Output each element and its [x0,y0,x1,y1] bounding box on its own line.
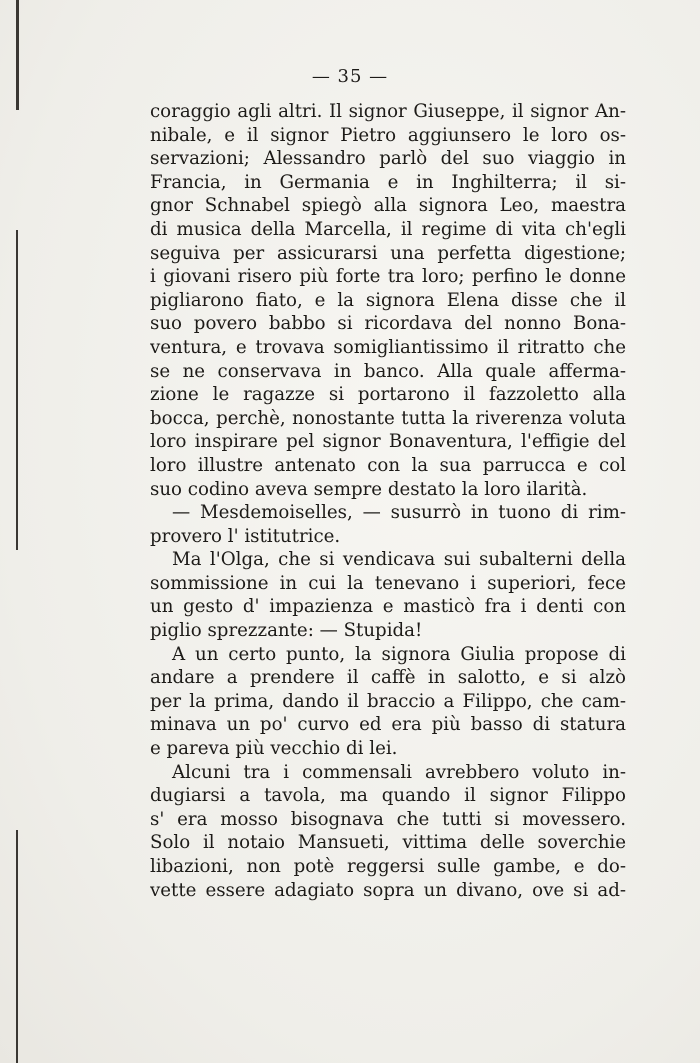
text-line: provero l' istitutrice. [150,525,341,547]
text-line: gnor Schnabel spiegò alla signora Leo, maestra [150,195,626,217]
text-line: ventura, e trovava somigliantissimo il ritratto che [150,336,626,358]
text-line: e pareva più vecchio di lei. [150,738,398,760]
text-line: piglio sprezzante: — Stupida! [150,620,423,642]
text-line: s' era mosso bisognava che tutti si movessero. [150,808,626,830]
text-line: vette essere adagiato sopra un divano, ove si ad- [150,879,626,901]
binding-mark-top [16,0,19,110]
text-line: sommissione in cui la tenevano i superiori, fece [150,572,626,594]
text-line: Ma l'Olga, che si vendicava sui subalterni della [172,549,626,571]
text-line: servazioni; Alessandro parlò del suo viaggio in [150,148,626,170]
text-line: nibale, e il signor Pietro aggiunsero le loro os- [150,124,626,146]
text-line: — Mesdemoiselles, — susurrò in tuono di rim- [172,502,626,524]
text-line: bocca, perchè, nonostante tutta la riverenza voluta [150,407,626,429]
text-line: Francia, in Germania e in Inghilterra; il si- [150,171,626,193]
binding-mark-middle [16,230,18,550]
text-line: pigliarono fiato, e la signora Elena disse che il [150,289,626,311]
text-line: un gesto d' impazienza e masticò fra i denti con [150,596,626,618]
text-line: se ne conservava in banco. Alla quale afferma- [150,360,626,382]
text-line: suo povero babbo si ricordava del nonno Bona- [150,313,626,335]
text-line: libazioni, non potè reggersi sulle gambe, e do- [150,856,626,877]
body-text [150,100,626,902]
text-line: Solo il notaio Mansueti, vittima delle soverchie [150,832,626,854]
text-line: seguiva per assicurarsi una perfetta digestione; [150,242,626,264]
text-line: coraggio agli altri. Il signor Giuseppe, il signor An- [150,101,626,122]
text-line: dugiarsi a tavola, ma quando il signor Filippo [150,785,626,807]
text-line: Alcuni tra i commensali avrebbero voluto in- [172,761,626,783]
text-line: minava un po' curvo ed era più basso di statura [150,714,626,736]
text-line: andare a prendere il caffè in salotto, e si alzò [150,667,626,689]
binding-mark-bottom [16,830,18,1063]
page-number: — 35 — [311,66,389,87]
text-line: i giovani risero più forte tra loro; perfino le donne [150,266,626,288]
text-line: di musica della Marcella, il regime di vita ch'egli [150,218,626,240]
text-line: loro inspirare pel signor Bonaventura, l'effigie del [150,431,626,453]
text-line: per la prima, dando il braccio a Filippo, che cam- [150,690,626,712]
text-line: suo codino aveva sempre destato la loro ilarità. [150,478,588,500]
text-line: zione le ragazze si portarono il fazzoletto alla [150,384,626,406]
text-line: A un certo punto, la signora Giulia propose di [172,643,626,665]
text-line: loro illustre antenato con la sua parrucca e col [150,454,626,476]
